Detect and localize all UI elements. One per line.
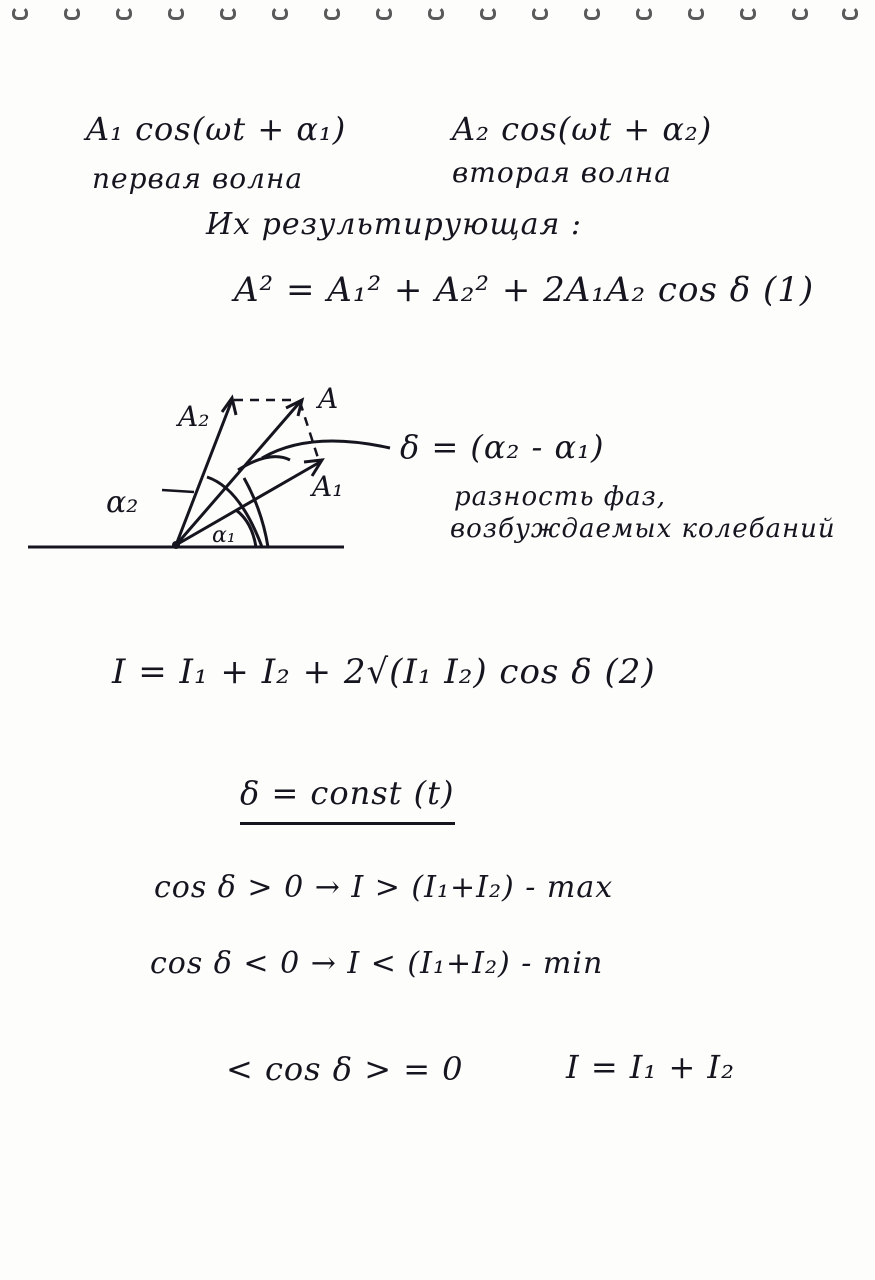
- spiral-ring-icon: [584, 6, 600, 20]
- spiral-ring-icon: [272, 6, 288, 20]
- label-a2: A₂: [178, 400, 210, 433]
- origin-point: [172, 541, 180, 549]
- delta-caption-line1: разность фаз,: [454, 482, 667, 512]
- vector-a1: [176, 462, 320, 545]
- alpha1-arc-outer: [244, 478, 268, 547]
- equation-1: A² = A₁² + A₂² + 2A₁A₂ cos δ (1): [234, 270, 815, 310]
- spiral-ring-icon: [636, 6, 652, 20]
- equation-2: I = I₁ + I₂ + 2√(I₁ I₂) cos δ (2): [112, 652, 656, 692]
- spiral-ring-icon: [324, 6, 340, 20]
- spiral-ring-icon: [168, 6, 184, 20]
- spiral-ring-icon: [688, 6, 704, 20]
- wave2-caption: вторая волна: [452, 156, 672, 189]
- spiral-binding: [0, 0, 875, 30]
- spiral-ring-icon: [532, 6, 548, 20]
- spiral-ring-icon: [376, 6, 392, 20]
- delta-pointer: [262, 441, 390, 458]
- label-a1: A₁: [312, 470, 344, 503]
- spiral-ring-icon: [740, 6, 756, 20]
- condition-min: cos δ < 0 → I < (I₁+I₂) - min: [150, 946, 604, 981]
- wave1-caption: первая волна: [92, 162, 304, 195]
- delta-caption-line2: возбуждаемых колебаний: [450, 514, 836, 544]
- spiral-ring-icon: [64, 6, 80, 20]
- label-a: A: [318, 382, 339, 415]
- parallelogram-dashed-side: [300, 402, 318, 458]
- spiral-ring-icon: [428, 6, 444, 20]
- average-result: I = I₁ + I₂: [566, 1048, 735, 1086]
- spiral-ring-icon: [116, 6, 132, 20]
- alpha2-pointer: [162, 490, 194, 492]
- delta-definition: δ = (α₂ - α₁): [400, 428, 605, 466]
- condition-max: cos δ > 0 → I > (I₁+I₂) - max: [154, 870, 614, 905]
- result-heading: Их результирующая :: [206, 207, 582, 242]
- label-alpha2: α₂: [106, 485, 139, 520]
- spiral-ring-icon: [480, 6, 496, 20]
- spiral-ring-icon: [12, 6, 28, 20]
- spiral-ring-icon: [220, 6, 236, 20]
- label-alpha1: α₁: [212, 523, 236, 548]
- wave1-formula: A₁ cos(ωt + α₁): [86, 110, 347, 148]
- wave2-formula: A₂ cos(ωt + α₂): [452, 110, 713, 148]
- vector-diagram: [0, 370, 875, 580]
- average-cos: < cos δ > = 0: [226, 1050, 464, 1088]
- delta-const: δ = const (t): [240, 774, 455, 825]
- spiral-ring-icon: [792, 6, 808, 20]
- spiral-ring-icon: [842, 6, 858, 20]
